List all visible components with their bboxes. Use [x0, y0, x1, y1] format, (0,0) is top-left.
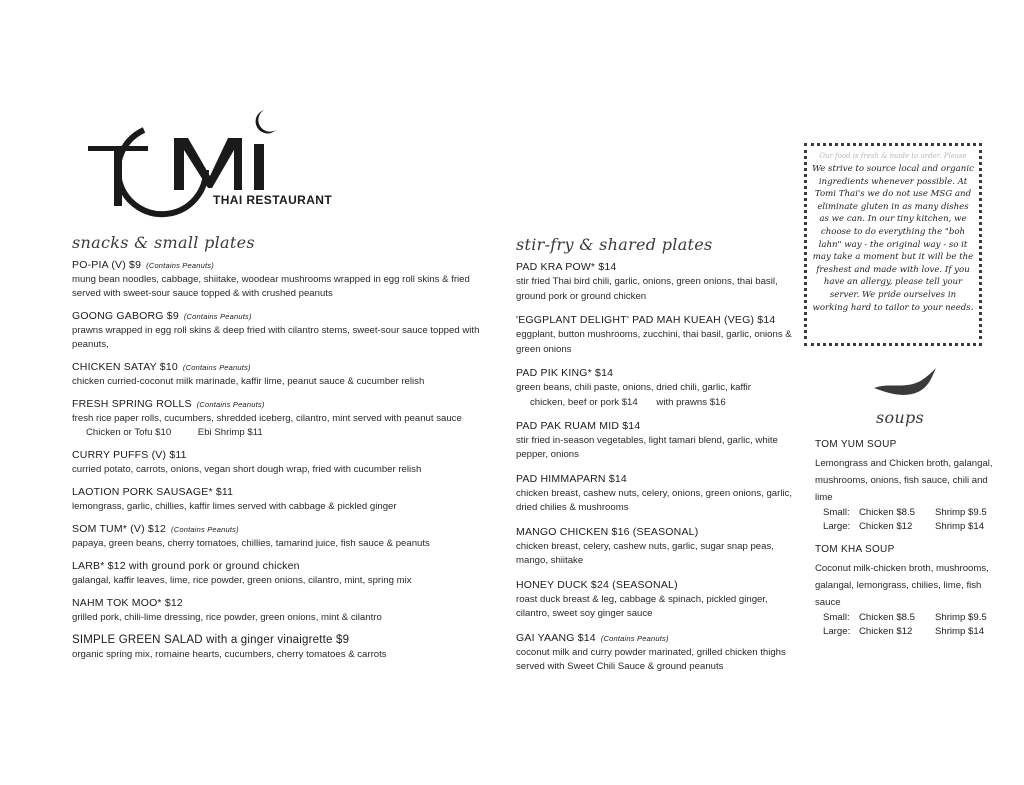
stirfry-section: [516, 235, 796, 684]
menu-item-name: CURRY PUFFS (V) $11: [72, 449, 187, 461]
menu-item-name: FRESH SPRING ROLLS: [72, 398, 192, 410]
menu-item: [516, 472, 796, 516]
soup-price-row: [815, 520, 1005, 534]
soup-shrimp-price: Shrimp $9.5: [935, 612, 987, 623]
menu-item-description: papaya, green beans, cherry tomatoes, chillies, tamarind juice, fish sauce & peanuts: [72, 538, 430, 549]
menu-item: [72, 360, 492, 389]
menu-item-name: PAD HIMMAPARN $14: [516, 472, 627, 485]
soup-shrimp-price: Shrimp $14: [935, 521, 985, 532]
menu-item-header: [72, 309, 492, 324]
allergen-tag: (Contains Peanuts): [196, 400, 265, 409]
soup-description: Lemongrass and Chicken broth, galangal, mushrooms, onions, fish sauce, chili and lime: [815, 458, 993, 503]
menu-item-name: PAD PIK KING* $14: [516, 367, 614, 379]
soup-name: TOM YUM SOUP: [815, 439, 897, 450]
snacks-list: [72, 258, 492, 662]
soups-section: [815, 408, 1005, 649]
menu-item-description: grilled pork, chili-lime dressing, rice powder, green onions, mint & cilantro: [72, 612, 382, 623]
menu-item-name: LAOTION PORK SAUSAGE* $11: [72, 486, 234, 498]
menu-item-description: fresh rice paper rolls, cucumbers, shredded iceberg, cilantro, mint served with peanut sauce: [72, 413, 462, 424]
menu-item: [72, 485, 492, 514]
stirfry-title: stir-fry & shared plates: [516, 235, 713, 254]
menu-item: [72, 633, 492, 662]
menu-item-description: lemongrass, garlic, chillies, kaffir limes served with cabbage & pickled ginger: [72, 501, 397, 512]
menu-item-name: GAI YAANG $14: [516, 631, 596, 644]
menu-item-name: NAHM TOK MOO* $12: [72, 597, 183, 609]
menu-item: [72, 596, 492, 625]
menu-item-description: prawns wrapped in egg roll skins & deep fried with cilantro stems, sweet-sour sauce topped with peanuts,: [72, 325, 480, 350]
snacks-title: snacks & small plates: [72, 233, 255, 252]
menu-item-header: [516, 631, 796, 646]
soup-price-row: [815, 611, 1005, 625]
allergen-tag: (Contains Peanuts): [146, 261, 214, 270]
snacks-section: [72, 233, 492, 670]
menu-item-header: [516, 260, 796, 275]
menu-item-header: [516, 525, 796, 540]
soup-size: Small:: [823, 612, 850, 623]
menu-item: [516, 366, 796, 410]
logo-tagline: THAI RESTAURANT: [213, 193, 333, 207]
menu-item-name: HONEY DUCK $24 (SEASONAL): [516, 578, 678, 591]
soups-list: [815, 439, 1005, 639]
soup-chicken-price: Chicken $8.5: [859, 507, 915, 518]
allergen-tag: (Contains Peanuts): [171, 525, 239, 534]
soup-chicken-price: Chicken $8.5: [859, 612, 915, 623]
menu-item-description: chicken breast, celery, cashew nuts, garlic, sugar snap peas, mango, shiitake: [516, 540, 774, 566]
menu-item-header: [72, 258, 492, 273]
soup-item: [815, 544, 1005, 639]
menu-item-name: GOONG GABORG $9: [72, 310, 179, 322]
menu-item-header: [516, 366, 796, 381]
menu-item-header: [72, 559, 492, 574]
menu-item-header: [72, 596, 492, 611]
menu-item-name: 'EGGPLANT DELIGHT' PAD MAH KUEAH (VEG) $14: [516, 314, 776, 326]
menu-item-description: coconut milk and curry powder marinated, grilled chicken thighs served with Sweet Chili Sauce & ground peanuts: [516, 646, 786, 672]
menu-item: [516, 525, 796, 569]
soups-title: soups: [875, 408, 925, 427]
menu-item-name: MANGO CHICKEN $16 (SEASONAL): [516, 525, 699, 538]
menu-item-header: [516, 419, 796, 434]
leaf-icon: [872, 366, 940, 398]
menu-item-description: mung bean noodles, cabbage, shiitake, woodear mushrooms wrapped in egg roll skins & fried served with sweet-sour sauce topped & with crushed peanuts: [72, 274, 470, 299]
menu-item: [72, 309, 492, 352]
menu-item-description: chicken curried-coconut milk marinade, kaffir lime, peanut sauce & cucumber relish: [72, 376, 425, 387]
soup-item: [815, 439, 1005, 534]
menu-item-description: curried potato, carrots, onions, vegan short dough wrap, fried with cucumber relish: [72, 464, 422, 475]
restaurant-logo: [88, 108, 368, 228]
menu-item-name: PO-PIA (V) $9: [72, 259, 142, 271]
menu-item: [516, 260, 796, 304]
menu-item-description: organic spring mix, romaine hearts, cucumbers, cherry tomatoes & carrots: [72, 649, 387, 660]
menu-item-description: stir fried Thai bird chili, garlic, onions, green onions, thai basil, ground pork or ground chicken: [516, 276, 778, 302]
soup-shrimp-price: Shrimp $9.5: [935, 507, 987, 518]
menu-item-header: [516, 472, 796, 487]
soup-size: Large:: [823, 626, 851, 637]
menu-item-header: [72, 448, 492, 463]
menu-item-options: chicken, beef or pork $14 with prawns $16: [530, 396, 726, 408]
menu-item: [72, 397, 492, 440]
menu-item: [72, 559, 492, 588]
allergen-tag: (Contains Peanuts): [600, 633, 669, 643]
menu-item-header: [516, 313, 796, 328]
menu-item: [72, 448, 492, 477]
allergen-tag: (Contains Peanuts): [183, 312, 252, 321]
soup-shrimp-price: Shrimp $14: [935, 626, 985, 637]
menu-item-header: [72, 397, 492, 412]
menu-item-header: [72, 485, 492, 500]
menu-item-description: roast duck breast & leg, cabbage & spinach, pickled ginger, cilantro, sweet soy ginger sauce: [516, 593, 768, 619]
menu-item: [516, 419, 796, 463]
allergen-tag: (Contains Peanuts): [182, 363, 251, 372]
soup-price-row: [815, 506, 1005, 520]
menu-item: [516, 313, 796, 357]
menu-item-name: LARB* $12 with ground pork or ground chicken: [72, 560, 300, 572]
menu-item-header: [72, 360, 492, 375]
menu-item: [72, 522, 492, 551]
tomi-logo-mark: [88, 108, 278, 228]
sourcing-notice: [804, 143, 982, 346]
soup-chicken-price: Chicken $12: [859, 626, 913, 637]
soup-size: Large:: [823, 521, 851, 532]
menu-item-header: [72, 633, 492, 648]
menu-item-description: chicken breast, cashew nuts, celery, onions, green onions, garlic, dried chilies & mushrooms: [516, 487, 793, 513]
menu-item-name: SOM TUM* (V) $12: [72, 523, 167, 535]
menu-item-header: [72, 522, 492, 537]
soup-name: TOM KHA SOUP: [815, 544, 895, 555]
menu-item-name: SIMPLE GREEN SALAD with a ginger vinaigrette $9: [72, 634, 350, 646]
menu-item-header: [516, 578, 796, 593]
menu-item-options: Chicken or Tofu $10 Ebi Shrimp $11: [86, 427, 263, 438]
menu-item-description: eggplant, button mushrooms, zucchini, thai basil, garlic, onions & green onions: [516, 329, 792, 355]
menu-item-description: green beans, chili paste, onions, dried chili, garlic, kaffir: [516, 382, 751, 393]
soup-description: Coconut milk-chicken broth, mushrooms, galangal, lemongrass, chilies, lime, fish sauce: [815, 563, 989, 608]
menu-item: [516, 578, 796, 622]
soup-chicken-price: Chicken $12: [859, 521, 913, 532]
menu-item-name: PAD KRA POW* $14: [516, 261, 617, 273]
soup-price-row: [815, 625, 1005, 639]
menu-item-name: PAD PAK RUAM MID $14: [516, 419, 641, 432]
menu-item: [516, 631, 796, 675]
menu-item-name: CHICKEN SATAY $10: [72, 361, 178, 373]
menu-item-description: galangal, kaffir leaves, lime, rice powder, green onions, cilantro, mint, spring mix: [72, 575, 412, 586]
notice-body: We strive to source local and organic ingredients whenever possible. At Tomi Thai's we do not use MSG and eliminate gluten in as many dishes as we can. In our tiny kitchen, we choose to do everything the "boh lahn" way - the original way - so it may take a moment but it will be the freshest and made with love. If you have an allergy, please tell your server. We pride ourselves in working hard to tailor to your needs.: [812, 164, 974, 313]
stirfry-list: [516, 260, 796, 675]
menu-item: [72, 258, 492, 301]
menu-item-description: stir fried in-season vegetables, light tamari blend, garlic, white pepper, onions: [516, 434, 778, 460]
notice-faded-text: Our food is fresh & made to order. Please: [819, 152, 967, 160]
soup-size: Small:: [823, 507, 850, 518]
